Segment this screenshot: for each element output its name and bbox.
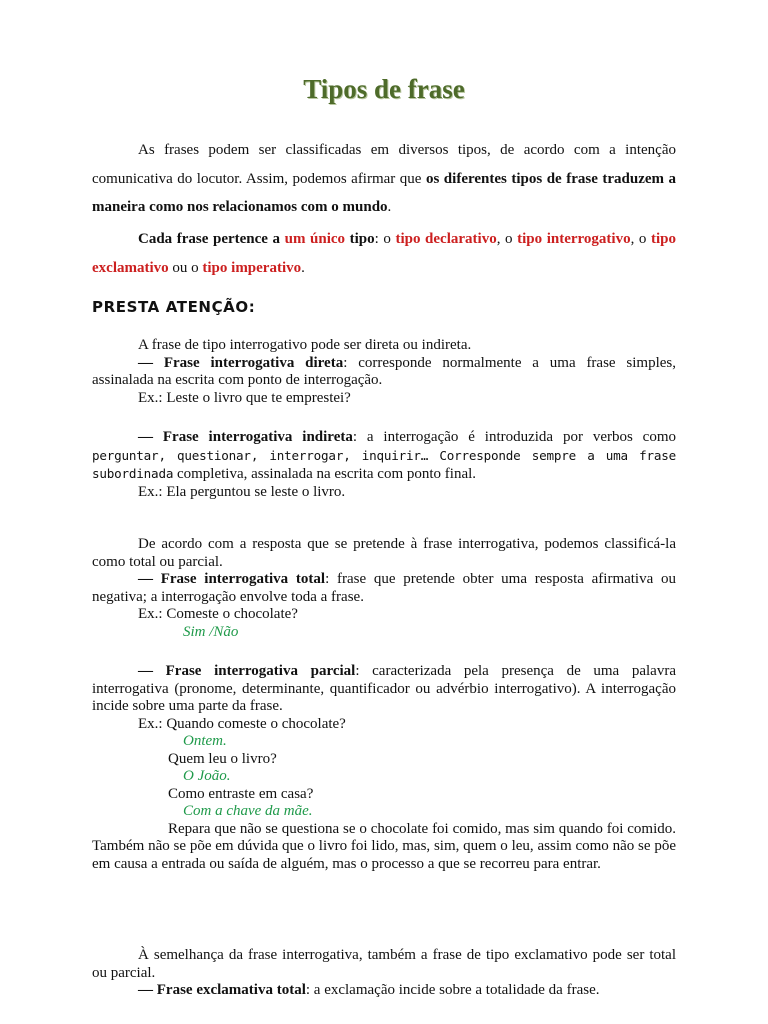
parcial-definition-block: [92, 663, 676, 873]
types-sep: , o: [496, 231, 518, 247]
direta-text: : corresponde normalmente a uma frase simples, assinalada na escrita com ponto de interrogação.: [92, 354, 676, 388]
exclamativa-total-term: — Frase exclamativa total: [138, 982, 306, 998]
indireta-verbs: perguntar, questionar, interrogar, inquirir… Corresponde sempre a uma frase subordinada: [92, 447, 676, 481]
section-heading: PRESTA ATENÇÃO:: [92, 298, 256, 316]
section2-intro: De acordo com a resposta que se pretende à frase interrogativa, podemos classificá-la como total ou parcial.: [92, 536, 676, 570]
type-exclamativo: tipo exclamativo: [92, 231, 677, 276]
parcial-definition: [92, 663, 676, 716]
type-unico: um único: [284, 231, 346, 247]
types-sep: ou o: [168, 259, 203, 276]
section-interrogativa-total-parcial: [92, 536, 676, 641]
total-term: — Frase interrogativa total: [138, 571, 326, 587]
exclamativa-total-text: : a exclamação incide sobre a totalidade da frase.: [305, 982, 600, 998]
intro-end: .: [387, 199, 392, 215]
section3-intro: À semelhança da frase interrogativa, também a frase de tipo exclamativo pode ser total ou parcial.: [92, 947, 676, 981]
intro-emphasis: os diferentes tipos de frase traduzem a maneira como nos relacionamos com o mundo: [92, 170, 677, 215]
parcial-note: Repara que não se questiona se o chocolate foi comido, mas sim quando foi comido. Também não se põe em dúvida que o livro foi lido, mas, sim, quem o leu, assim como não se põe em causa a entrada ou saída de alguém, mas o processo a que se recorreu para entrar.: [92, 820, 676, 872]
types-lead: Cada frase pertence a: [138, 231, 285, 247]
total-example: Ex.: Comeste o chocolate?: [138, 606, 298, 622]
total-answer: Sim /Não: [183, 623, 239, 640]
parcial-text: : caracterizada pela presença de uma palavra interrogativa (pronome, determinante, quantificador ou advérbio interrogativo). A interrogação incide sobre uma parte da frase.: [92, 663, 676, 714]
parcial-example-question: Quem leu o livro?: [168, 750, 277, 767]
parcial-term: — Frase interrogativa parcial: [138, 663, 356, 679]
type-imperativo: tipo imperativo: [202, 259, 302, 276]
types-sep: : o: [374, 231, 396, 247]
total-text: : frase que pretende obter uma resposta afirmativa ou negativa; a interrogação envolve toda a frase.: [92, 571, 676, 605]
intro-paragraph: [92, 136, 676, 222]
exclamativa-total-definition: [92, 982, 676, 1000]
type-declarativo: tipo declarativo: [395, 231, 497, 247]
types-end: .: [301, 259, 305, 276]
types-paragraph: [92, 225, 676, 282]
parcial-example-question: Como entraste em casa?: [168, 785, 314, 802]
parcial-example-answer: Com a chave da mãe.: [183, 803, 313, 819]
parcial-example-question: Ex.: Quando comeste o chocolate?: [138, 715, 346, 732]
types-tipo: tipo: [345, 231, 375, 247]
indireta-text-end: completiva, assinalada na escrita com ponto final.: [173, 466, 477, 482]
intro-text: As frases podem ser classificadas em diversos tipos, de acordo com a intenção comunicativa do locutor. Assim, podemos afirmar que: [92, 142, 676, 187]
indireta-definition: [92, 429, 676, 484]
total-definition: [92, 571, 676, 606]
direta-term: — Frase interrogativa direta: [138, 354, 344, 371]
section-interrogativa-direta-indireta: [92, 337, 676, 407]
direta-definition: [92, 355, 676, 390]
section1-intro: A frase de tipo interrogativo pode ser direta ou indireta.: [138, 337, 472, 353]
parcial-example-answer: O João.: [183, 768, 231, 784]
section-exclamativa: [92, 947, 676, 1000]
indireta-definition-block: [92, 429, 676, 501]
indireta-term: — Frase interrogativa indireta: [138, 429, 353, 445]
indireta-text: : a interrogação é introduzida por verbos como: [352, 429, 677, 445]
type-interrogativo: tipo interrogativo: [517, 231, 631, 247]
parcial-example-answer: Ontem.: [183, 733, 227, 749]
page-title: Tipos de frase: [303, 74, 465, 104]
indireta-example: Ex.: Ela perguntou se leste o livro.: [138, 483, 346, 500]
types-sep: , o: [630, 231, 652, 247]
direta-example: Ex.: Leste o livro que te emprestei?: [138, 389, 351, 406]
